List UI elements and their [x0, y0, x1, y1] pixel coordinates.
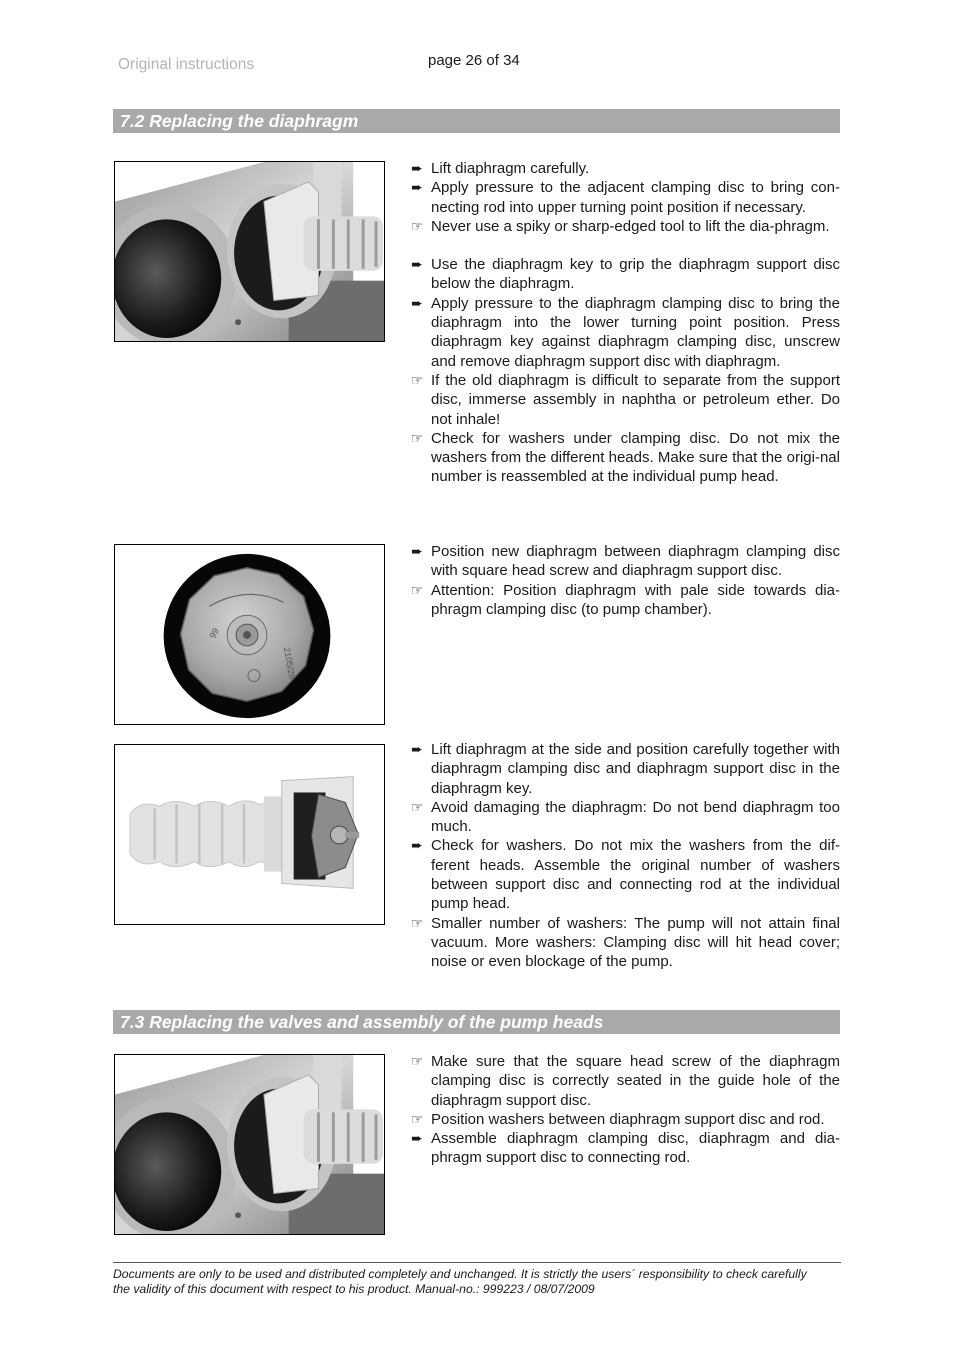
photo-pump-head-assembly-graphic	[115, 1055, 384, 1234]
disc-code-label: 2105/28	[281, 646, 298, 680]
pointing-hand-icon: ☞	[410, 1110, 424, 1127]
arrow-right-icon: ➨	[411, 256, 423, 273]
photo-diaphragm-disc-graphic	[115, 545, 384, 724]
instructions-block-3	[408, 740, 840, 972]
pointing-hand-icon: ☞	[410, 798, 424, 815]
arrow-right-icon: ➨	[411, 294, 423, 311]
photo-pump-head-graphic	[115, 162, 384, 341]
photo-diaphragm-disc	[114, 544, 385, 725]
instructions-block-1	[408, 159, 840, 487]
list-item: ➨ Apply pressure to the adjacent clamping disc to bring con-necting rod into upper turning point position if necessary.	[408, 178, 840, 217]
header-label: Original instructions	[118, 56, 255, 73]
list-item: ☞ Never use a spiky or sharp-edged tool to lift the dia-phragm.	[408, 217, 840, 236]
pointing-hand-icon: ☞	[410, 429, 424, 446]
arrow-right-icon: ➨	[411, 741, 423, 757]
pointing-hand-icon: ☞	[410, 581, 424, 598]
photo-pump-head-assembly	[114, 1054, 385, 1235]
list-item: ☞ Make sure that the square head screw of the diaphragm clamping disc is correctly seated in the guide hole of the diaphragm support disc.	[408, 1052, 840, 1110]
list-item: ➨ Position new diaphragm between diaphragm clamping disc with square head screw and diaphragm support disc.	[408, 542, 840, 581]
photo-pump-head-with-diaphragm-key	[114, 161, 385, 342]
list-item: ☞ Avoid damaging the diaphragm: Do not bend diaphragm too much.	[408, 798, 840, 837]
arrow-right-icon: ➨	[411, 837, 423, 854]
footer-divider	[113, 1262, 841, 1263]
list-item: ➨ Use the diaphragm key to grip the diaphragm support disc below the diaphragm.	[408, 255, 840, 294]
instructions-block-2	[408, 542, 840, 619]
pointing-hand-icon: ☞	[410, 217, 424, 234]
pointing-hand-icon: ☞	[410, 371, 424, 388]
list-item: ☞ Check for washers under clamping disc. Do not mix the washers from the different heads. Make sure that the origi-nal number is reassembled at the individual pump head.	[408, 429, 840, 487]
list-item: ➨ Check for washers. Do not mix the washers from the dif-ferent heads. Assemble the original number of washers between support disc and connecting rod at the individual pump head.	[408, 836, 840, 913]
arrow-right-icon: ➨	[411, 160, 423, 176]
list-item: ☞ Smaller number of washers: The pump will not attain final vacuum. More washers: Clamping disc will hit head cover; noise or even blockage of the pump.	[408, 914, 840, 972]
footer-line-2: the validity of this document with respect to his product. Manual-no.: 999223 / 08/07/2009	[113, 1282, 595, 1296]
photo-diaphragm-key	[114, 744, 385, 925]
arrow-right-icon: ➨	[411, 1130, 423, 1147]
footer-line-1: Documents are only to be used and distributed completely and unchanged. It is strictly the users´ responsibility to check carefully	[113, 1267, 807, 1281]
disc-number-label: 99	[207, 626, 221, 640]
list-item: ➨ Apply pressure to the diaphragm clamping disc to bring the diaphragm into the lower turning point position. Press diaphragm key against diaphragm clamping disc, unscrew and remove diaphragm support disc with diaphragm.	[408, 294, 840, 371]
list-item: ➨ Lift diaphragm at the side and position carefully together with diaphragm clamping disc and diaphragm support disc in the diaphragm key.	[408, 740, 840, 798]
list-item: ☞ Attention: Position diaphragm with pale side towards dia-phragm clamping disc (to pump chamber).	[408, 581, 840, 620]
pointing-hand-icon: ☞	[410, 1053, 424, 1069]
page-number: page 26 of 34	[428, 52, 520, 69]
footer-disclaimer	[113, 1267, 841, 1297]
list-item: ☞ Position washers between diaphragm support disc and rod.	[408, 1110, 840, 1129]
list-item: ➨ Assemble diaphragm clamping disc, diaphragm and dia-phragm support disc to connecting rod.	[408, 1129, 840, 1168]
list-item: ☞ If the old diaphragm is difficult to separate from the support disc, immerse assembly in naphtha or petroleum ether. Do not inhale!	[408, 371, 840, 429]
instructions-block-4	[408, 1052, 840, 1168]
arrow-right-icon: ➨	[411, 543, 423, 559]
section-title-7-3: 7.3 Replacing the valves and assembly of the pump heads	[113, 1010, 840, 1034]
arrow-right-icon: ➨	[411, 179, 423, 196]
list-item: ➨ Lift diaphragm carefully.	[408, 159, 840, 178]
pointing-hand-icon: ☞	[410, 914, 424, 931]
section-title-7-2: 7.2 Replacing the diaphragm	[113, 109, 840, 133]
photo-diaphragm-key-graphic	[115, 745, 384, 924]
